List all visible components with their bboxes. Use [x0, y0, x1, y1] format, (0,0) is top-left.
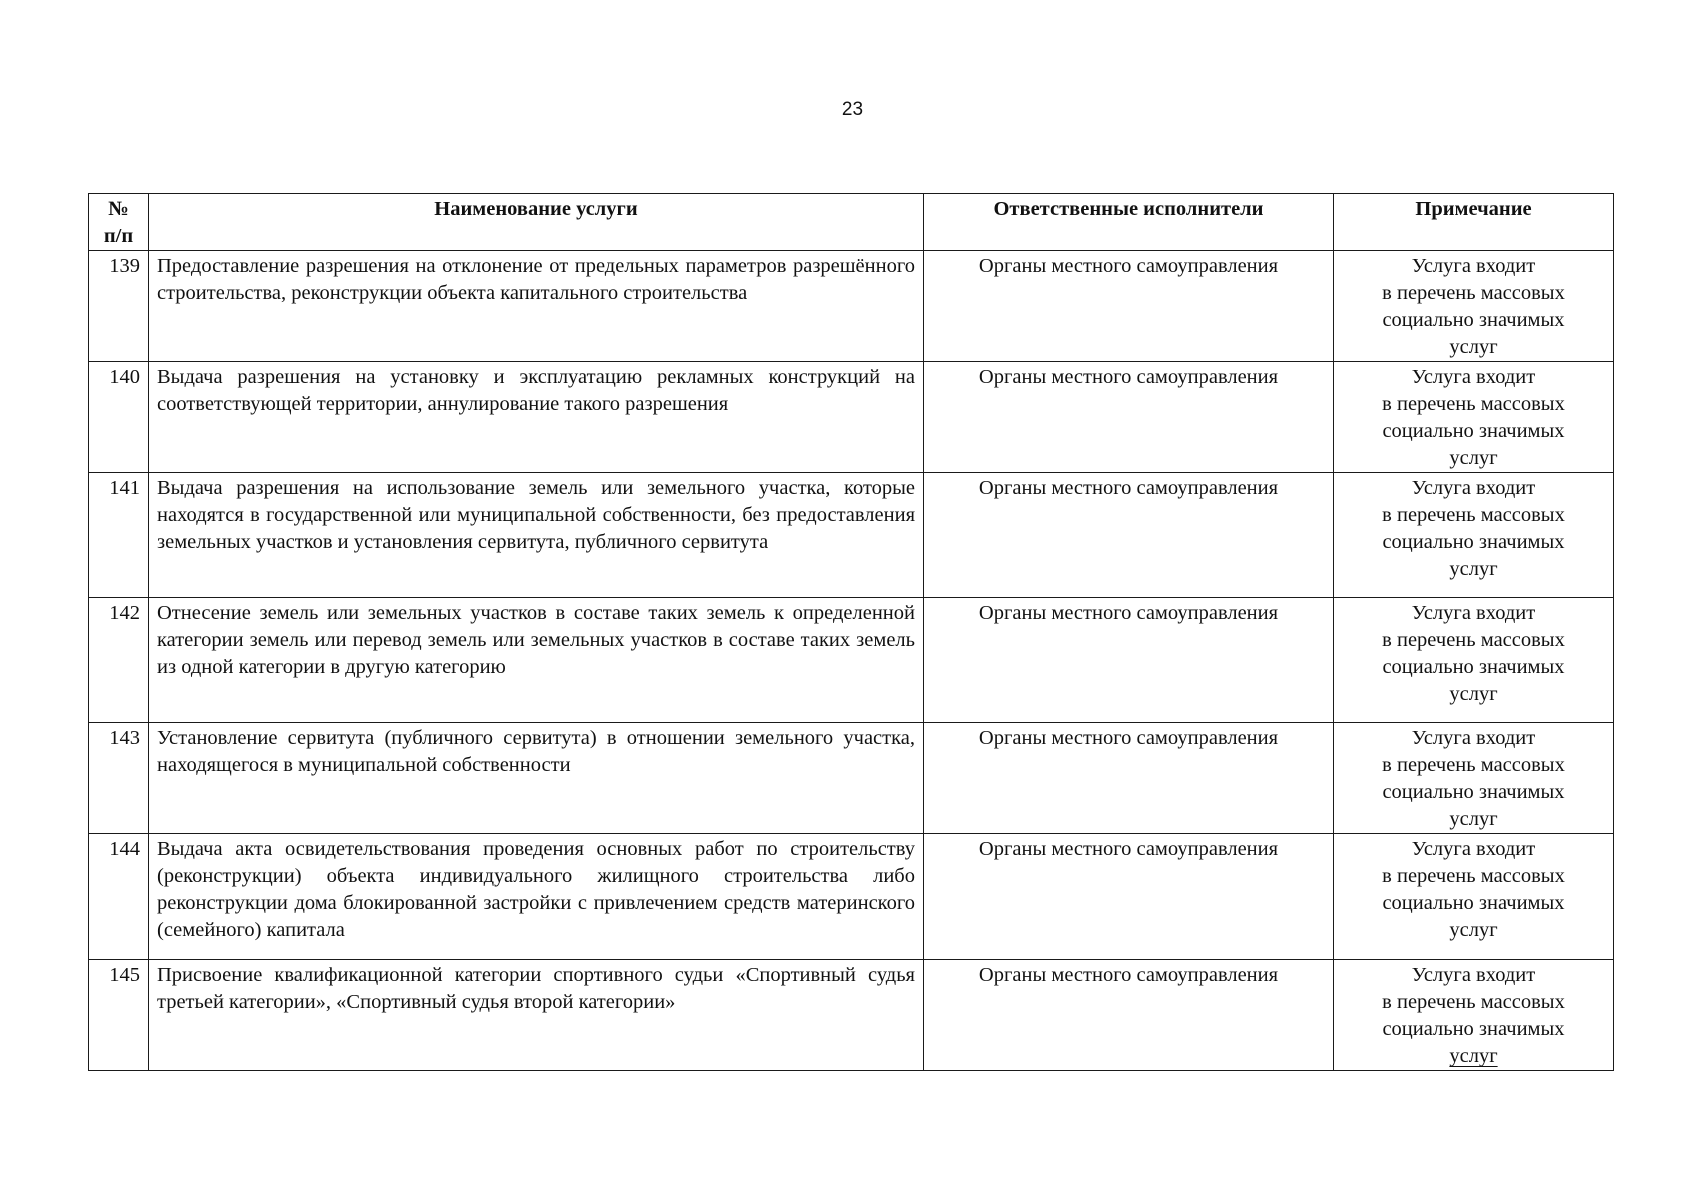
table-row — [89, 834, 1614, 960]
note-line: в перечень массовых — [1382, 393, 1565, 415]
note-line: социально значимых — [1382, 420, 1565, 442]
row-number: 140 — [89, 362, 149, 473]
note-line: услуг — [1449, 447, 1498, 469]
service-name: Установление сервитута (публичного сервитута) в отношении земельного участка, находящегося в муниципальной собственности — [149, 723, 924, 834]
table-row — [89, 960, 1614, 1071]
row-number: 142 — [89, 598, 149, 723]
note-line: услуг — [1449, 919, 1498, 941]
note-line: в перечень массовых — [1382, 282, 1565, 304]
service-executors: Органы местного самоуправления — [924, 723, 1334, 834]
note-line: услуг — [1449, 1045, 1498, 1067]
service-name: Присвоение квалификационной категории спортивного судьи «Спортивный судья третьей категории», «Спортивный судья второй категории» — [149, 960, 924, 1071]
note-line: социально значимых — [1382, 656, 1565, 678]
table-header-row — [89, 194, 1614, 251]
note-line: Услуга входит — [1411, 366, 1536, 388]
note-line: социально значимых — [1382, 781, 1565, 803]
note-line: Услуга входит — [1411, 477, 1536, 499]
service-name: Выдача акта освидетельствования проведения основных работ по строительству (реконструкции) объекта индивидуального жилищного строительства либо реконструкции дома блокированной застройки с привлечением средств материнского (семейного) капитала — [149, 834, 924, 960]
note-line: в перечень массовых — [1382, 865, 1565, 887]
service-note — [1334, 473, 1614, 598]
note-line: социально значимых — [1382, 531, 1565, 553]
service-note — [1334, 598, 1614, 723]
service-name: Выдача разрешения на установку и эксплуатацию рекламных конструкций на соответствующей территории, аннулирование такого разрешения — [149, 362, 924, 473]
header-note: Примечание — [1334, 194, 1614, 251]
header-num: № п/п — [89, 194, 149, 251]
row-number: 143 — [89, 723, 149, 834]
service-executors: Органы местного самоуправления — [924, 473, 1334, 598]
table-row — [89, 362, 1614, 473]
table-row — [89, 473, 1614, 598]
service-note — [1334, 251, 1614, 362]
service-executors: Органы местного самоуправления — [924, 598, 1334, 723]
note-line: Услуга входит — [1411, 838, 1536, 860]
table-row — [89, 251, 1614, 362]
note-line: в перечень массовых — [1382, 629, 1565, 651]
row-number: 144 — [89, 834, 149, 960]
service-note — [1334, 960, 1614, 1071]
row-number: 141 — [89, 473, 149, 598]
table-row — [89, 723, 1614, 834]
service-name: Отнесение земель или земельных участков в составе таких земель к определенной категории земель или перевод земель или земельных участков в составе таких земель из одной категории в другую категорию — [149, 598, 924, 723]
note-line: в перечень массовых — [1382, 991, 1565, 1013]
note-line: Услуга входит — [1411, 255, 1536, 277]
note-line: в перечень массовых — [1382, 754, 1565, 776]
note-line: услуг — [1449, 683, 1498, 705]
service-note — [1334, 723, 1614, 834]
service-name: Выдача разрешения на использование земель или земельного участка, которые находятся в государственной или муниципальной собственности, без предоставления земельных участков и установления сервитута, публичного сервитута — [149, 473, 924, 598]
note-line: услуг — [1449, 558, 1498, 580]
service-name: Предоставление разрешения на отклонение от предельных параметров разрешённого строительства, реконструкции объекта капитального строительства — [149, 251, 924, 362]
row-number: 145 — [89, 960, 149, 1071]
note-line: Услуга входит — [1411, 964, 1536, 986]
table-row — [89, 598, 1614, 723]
note-line: Услуга входит — [1411, 727, 1536, 749]
service-executors: Органы местного самоуправления — [924, 834, 1334, 960]
services-table — [88, 193, 1614, 1071]
service-note — [1334, 834, 1614, 960]
note-line: услуг — [1449, 336, 1498, 358]
service-executors: Органы местного самоуправления — [924, 960, 1334, 1071]
note-line: услуг — [1449, 808, 1498, 830]
note-line: социально значимых — [1382, 892, 1565, 914]
header-name: Наименование услуги — [149, 194, 924, 251]
header-executors: Ответственные исполнители — [924, 194, 1334, 251]
service-note — [1334, 362, 1614, 473]
note-line: Услуга входит — [1411, 602, 1536, 624]
note-line: в перечень массовых — [1382, 504, 1565, 526]
row-number: 139 — [89, 251, 149, 362]
note-line: социально значимых — [1382, 1018, 1565, 1040]
note-line: социально значимых — [1382, 309, 1565, 331]
page-number: 23 — [841, 99, 864, 120]
service-executors: Органы местного самоуправления — [924, 362, 1334, 473]
service-executors: Органы местного самоуправления — [924, 251, 1334, 362]
